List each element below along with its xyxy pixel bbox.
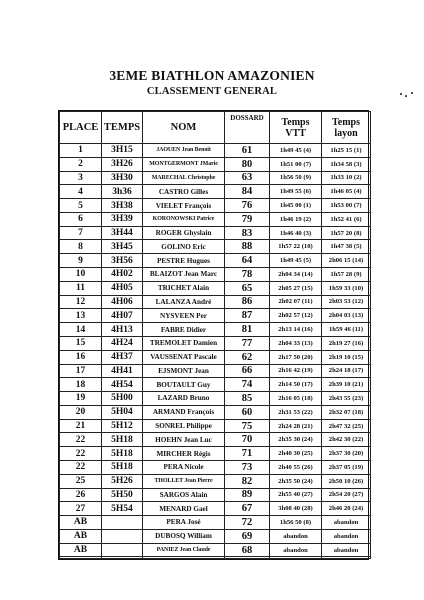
bib-number-cell: 60 [225, 405, 270, 419]
layon-time-cell: 1h59 33 (10) [322, 281, 371, 295]
bib-number-cell: 74 [225, 378, 270, 392]
layon-time-cell: 1h25 15 (1) [322, 144, 371, 158]
header-nom: NOM [143, 112, 225, 144]
table-row [60, 171, 371, 185]
vtt-time-cell: 2h24 28 (21) [270, 419, 322, 433]
scan-speck [405, 95, 407, 97]
total-time-cell: 4H37 [102, 350, 143, 364]
place-cell: 22 [60, 433, 102, 447]
vtt-time-cell: 2h35 50 (24) [270, 474, 322, 488]
total-time-cell: 3H56 [102, 254, 143, 268]
bib-number-cell: 66 [225, 364, 270, 378]
table-header-row [60, 112, 371, 144]
total-time-cell: 3H45 [102, 240, 143, 254]
header-temps-vtt-line2: VTT [285, 127, 306, 139]
name-cell: JAOUEN Jean Benoit [143, 144, 225, 158]
total-time-cell: 4H07 [102, 309, 143, 323]
table-row [60, 529, 371, 543]
vtt-time-cell: abandon [270, 543, 322, 557]
name-cell: DUBOSQ William [143, 529, 225, 543]
vtt-time-cell: 2h04 33 (13) [270, 336, 322, 350]
bib-number-cell: 83 [225, 226, 270, 240]
header-temps-layon [322, 112, 371, 144]
bib-number-cell: 61 [225, 144, 270, 158]
layon-time-cell: 1h57 28 (9) [322, 268, 371, 282]
total-time-cell: 3H38 [102, 199, 143, 213]
header-temps-layon-line1: Temps [332, 116, 360, 128]
name-cell: PESTRE Hugues [143, 254, 225, 268]
name-cell: MIRCHER Régis [143, 447, 225, 461]
layon-time-cell: 2h06 15 (14) [322, 254, 371, 268]
total-time-cell [102, 543, 143, 557]
table-row [60, 144, 371, 158]
vtt-time-cell: 2h02 07 (11) [270, 295, 322, 309]
layon-time-cell: 2h32 07 (18) [322, 405, 371, 419]
place-cell: 12 [60, 295, 102, 309]
bib-number-cell: 86 [225, 295, 270, 309]
table-row [60, 447, 371, 461]
name-cell: PERA José [143, 516, 225, 530]
place-cell: AB [60, 516, 102, 530]
total-time-cell: 4H13 [102, 323, 143, 337]
place-cell: 21 [60, 419, 102, 433]
bib-number-cell: 82 [225, 474, 270, 488]
table-row [60, 557, 371, 559]
place-cell: 13 [60, 309, 102, 323]
place-cell: 27 [60, 502, 102, 516]
table-row [60, 336, 371, 350]
bib-number-cell: 67 [225, 502, 270, 516]
table-row [60, 157, 371, 171]
place-cell: 8 [60, 240, 102, 254]
layon-time-cell: 2h19 27 (16) [322, 336, 371, 350]
table-row [60, 433, 371, 447]
total-time-cell: 5H18 [102, 447, 143, 461]
table-row [60, 460, 371, 474]
layon-time-cell: 2h37 30 (20) [322, 447, 371, 461]
bib-number-cell: 76 [225, 199, 270, 213]
name-cell: ARMAND François [143, 405, 225, 419]
total-time-cell: 5H54 [102, 502, 143, 516]
vtt-time-cell: 2h55 40 (27) [270, 488, 322, 502]
layon-time-cell: 1h47 38 (5) [322, 240, 371, 254]
place-cell: 18 [60, 378, 102, 392]
layon-time-cell: abandon [322, 529, 371, 543]
layon-time-cell: 2h42 30 (22) [322, 433, 371, 447]
place-cell: 15 [60, 336, 102, 350]
table-row [60, 405, 371, 419]
layon-time-cell: 2h43 55 (23) [322, 392, 371, 406]
place-cell: 22 [60, 460, 102, 474]
total-time-cell: 4H06 [102, 295, 143, 309]
name-cell: MARECHAL Christophe [143, 171, 225, 185]
layon-time-cell: abandon [322, 543, 371, 557]
bib-number-cell: 88 [225, 240, 270, 254]
page-subtitle: CLASSEMENT GENERAL [146, 86, 278, 97]
name-cell: BOUTAULT Guy [143, 378, 225, 392]
vtt-time-cell: 2h14 50 (17) [270, 378, 322, 392]
vtt-time-cell: 1h49 45 (4) [270, 144, 322, 158]
name-cell: PANIEZ Jean Claude [143, 543, 225, 557]
header-temps-vtt-line1: Temps [281, 116, 310, 128]
table-row [60, 226, 371, 240]
layon-time-cell: 2h03 53 (12) [322, 295, 371, 309]
bib-number-cell: 70 [225, 433, 270, 447]
place-cell: 22 [60, 447, 102, 461]
name-cell: FABRE Didier [143, 323, 225, 337]
bib-number-cell: 84 [225, 185, 270, 199]
bib-number-cell: 62 [225, 350, 270, 364]
bib-number-cell [225, 557, 270, 559]
layon-time-cell: 1h57 20 (8) [322, 226, 371, 240]
header-temps: TEMPS [102, 112, 143, 144]
place-cell: 20 [60, 405, 102, 419]
place-cell: 2 [60, 157, 102, 171]
name-cell: VIELET François [143, 199, 225, 213]
total-time-cell: 5H18 [102, 433, 143, 447]
name-cell: EJSMONT Jean [143, 364, 225, 378]
table-row [60, 240, 371, 254]
name-cell: LAZARD Bruno [143, 392, 225, 406]
layon-time-cell [322, 557, 371, 559]
total-time-cell: 5H18 [102, 460, 143, 474]
vtt-time-cell: 2h17 50 (20) [270, 350, 322, 364]
name-cell: PERA Nicole [143, 460, 225, 474]
bib-number-cell: 78 [225, 268, 270, 282]
table-row [60, 295, 371, 309]
table-row [60, 378, 371, 392]
total-time-cell [102, 516, 143, 530]
place-cell: 14 [60, 323, 102, 337]
bib-number-cell: 72 [225, 516, 270, 530]
name-cell: MENARD Gael [143, 502, 225, 516]
bib-number-cell: 79 [225, 212, 270, 226]
header-dossard: DOSSARD [225, 112, 270, 144]
place-cell: 19 [60, 392, 102, 406]
bib-number-cell: 87 [225, 309, 270, 323]
layon-time-cell: 1h33 10 (2) [322, 171, 371, 185]
total-time-cell: 3H39 [102, 212, 143, 226]
name-cell: SARGOS Alain [143, 488, 225, 502]
name-cell: THOLLET Jean Pierre [143, 474, 225, 488]
table-row [60, 309, 371, 323]
header-temps-vtt [270, 112, 322, 144]
name-cell: KORONOWSKI Patrice [143, 212, 225, 226]
vtt-time-cell: 1h45 00 (1) [270, 199, 322, 213]
results-table-frame [58, 110, 369, 560]
scan-specks [400, 92, 414, 98]
layon-time-cell: 2h37 05 (19) [322, 460, 371, 474]
name-cell: SONREL Philippe [143, 419, 225, 433]
scan-speck [411, 92, 413, 94]
table-row [60, 199, 371, 213]
vtt-time-cell: 1h57 22 (10) [270, 240, 322, 254]
bib-number-cell: 64 [225, 254, 270, 268]
total-time-cell: 4H54 [102, 378, 143, 392]
bib-number-cell: 81 [225, 323, 270, 337]
total-time-cell [102, 529, 143, 543]
vtt-time-cell: 2h13 14 (16) [270, 323, 322, 337]
header-place: PLACE [60, 112, 102, 144]
name-cell: GOLINO Eric [143, 240, 225, 254]
total-time-cell: 4H41 [102, 364, 143, 378]
bib-number-cell: 63 [225, 171, 270, 185]
total-time-cell: 5H50 [102, 488, 143, 502]
place-cell: 7 [60, 226, 102, 240]
total-time-cell: 5H12 [102, 419, 143, 433]
table-row [60, 323, 371, 337]
vtt-time-cell: 1h46 19 (2) [270, 212, 322, 226]
table-row [60, 212, 371, 226]
place-cell: 5 [60, 199, 102, 213]
layon-time-cell: 1h34 58 (3) [322, 157, 371, 171]
total-time-cell: 4H02 [102, 268, 143, 282]
layon-time-cell: 2h54 20 (27) [322, 488, 371, 502]
name-cell: ROGER Ghyslain [143, 226, 225, 240]
layon-time-cell: 1h53 00 (7) [322, 199, 371, 213]
bib-number-cell: 65 [225, 281, 270, 295]
bib-number-cell: 80 [225, 157, 270, 171]
total-time-cell: 5H04 [102, 405, 143, 419]
total-time-cell: 3H44 [102, 226, 143, 240]
vtt-time-cell: 2h16 05 (18) [270, 392, 322, 406]
place-cell: 10 [60, 268, 102, 282]
name-cell: HOEHN Jean Luc [143, 433, 225, 447]
bib-number-cell: 68 [225, 543, 270, 557]
place-cell: 11 [60, 281, 102, 295]
name-cell: VAUSSENAT Pascale [143, 350, 225, 364]
total-time-cell: 3H26 [102, 157, 143, 171]
bib-number-cell: 85 [225, 392, 270, 406]
vtt-time-cell: 1h51 00 (7) [270, 157, 322, 171]
vtt-time-cell: 2h02 57 (12) [270, 309, 322, 323]
table-row [60, 350, 371, 364]
layon-time-cell: 2h47 32 (25) [322, 419, 371, 433]
layon-time-cell: 2h24 18 (17) [322, 364, 371, 378]
layon-time-cell: 1h46 05 (4) [322, 185, 371, 199]
table-row [60, 516, 371, 530]
layon-time-cell: 1h52 41 (6) [322, 212, 371, 226]
table-row [60, 488, 371, 502]
bib-number-cell: 73 [225, 460, 270, 474]
place-cell: 4 [60, 185, 102, 199]
bib-number-cell: 77 [225, 336, 270, 350]
total-time-cell: 3H30 [102, 171, 143, 185]
name-cell: BLAIZOT Jean Marc [143, 268, 225, 282]
table-row [60, 419, 371, 433]
table-body [60, 144, 371, 559]
name-cell [143, 557, 225, 559]
place-cell: 3 [60, 171, 102, 185]
total-time-cell: 4H05 [102, 281, 143, 295]
layon-time-cell: 2h46 20 (24) [322, 502, 371, 516]
vtt-time-cell: 1h56 50 (8) [270, 516, 322, 530]
bib-number-cell: 71 [225, 447, 270, 461]
layon-time-cell: 2h19 10 (15) [322, 350, 371, 364]
name-cell: LALANZA André [143, 295, 225, 309]
scan-speck [400, 93, 402, 95]
name-cell: TREMOLET Damien [143, 336, 225, 350]
place-cell: 26 [60, 488, 102, 502]
place-cell: 9 [60, 254, 102, 268]
name-cell: TRICHET Alain [143, 281, 225, 295]
bib-number-cell: 75 [225, 419, 270, 433]
total-time-cell: 3H15 [102, 144, 143, 158]
table-row [60, 502, 371, 516]
vtt-time-cell: 1h49 45 (5) [270, 254, 322, 268]
table-row [60, 543, 371, 557]
vtt-time-cell: 2h31 53 (22) [270, 405, 322, 419]
header-temps-layon-line2: layon [334, 127, 358, 139]
total-time-cell: 3h36 [102, 185, 143, 199]
place-cell [60, 557, 102, 559]
place-cell: 16 [60, 350, 102, 364]
layon-time-cell: 2h50 10 (26) [322, 474, 371, 488]
vtt-time-cell: 2h35 30 (24) [270, 433, 322, 447]
total-time-cell: 4H24 [102, 336, 143, 350]
vtt-time-cell: 2h16 42 (19) [270, 364, 322, 378]
total-time-cell: 5H26 [102, 474, 143, 488]
table-row [60, 281, 371, 295]
layon-time-cell: abandon [322, 516, 371, 530]
name-cell: NYSVEEN Per [143, 309, 225, 323]
table-row [60, 268, 371, 282]
layon-time-cell: 1h59 46 (11) [322, 323, 371, 337]
vtt-time-cell: 1h49 55 (6) [270, 185, 322, 199]
bib-number-cell: 69 [225, 529, 270, 543]
page-title: 3EME BIATHLON AMAZONIEN [109, 68, 315, 83]
place-cell: AB [60, 543, 102, 557]
table-row [60, 474, 371, 488]
place-cell: 25 [60, 474, 102, 488]
vtt-time-cell [270, 557, 322, 559]
vtt-time-cell: 3h08 40 (28) [270, 502, 322, 516]
results-table [59, 111, 371, 559]
vtt-time-cell: 1h56 50 (9) [270, 171, 322, 185]
vtt-time-cell: 1h46 40 (3) [270, 226, 322, 240]
table-row [60, 185, 371, 199]
vtt-time-cell: 2h04 34 (14) [270, 268, 322, 282]
table-row [60, 392, 371, 406]
vtt-time-cell: 2h40 55 (26) [270, 460, 322, 474]
name-cell: CASTRO Gilles [143, 185, 225, 199]
name-cell: MONTGERMONT JMarie [143, 157, 225, 171]
table-row [60, 364, 371, 378]
vtt-time-cell: 2h40 30 (25) [270, 447, 322, 461]
place-cell: 6 [60, 212, 102, 226]
place-cell: 17 [60, 364, 102, 378]
vtt-time-cell: 2h05 27 (15) [270, 281, 322, 295]
place-cell: 1 [60, 144, 102, 158]
table-row [60, 254, 371, 268]
place-cell: AB [60, 529, 102, 543]
total-time-cell [102, 557, 143, 559]
layon-time-cell: 2h04 03 (13) [322, 309, 371, 323]
layon-time-cell: 2h39 10 (21) [322, 378, 371, 392]
vtt-time-cell: abandon [270, 529, 322, 543]
total-time-cell: 5H00 [102, 392, 143, 406]
bib-number-cell: 89 [225, 488, 270, 502]
